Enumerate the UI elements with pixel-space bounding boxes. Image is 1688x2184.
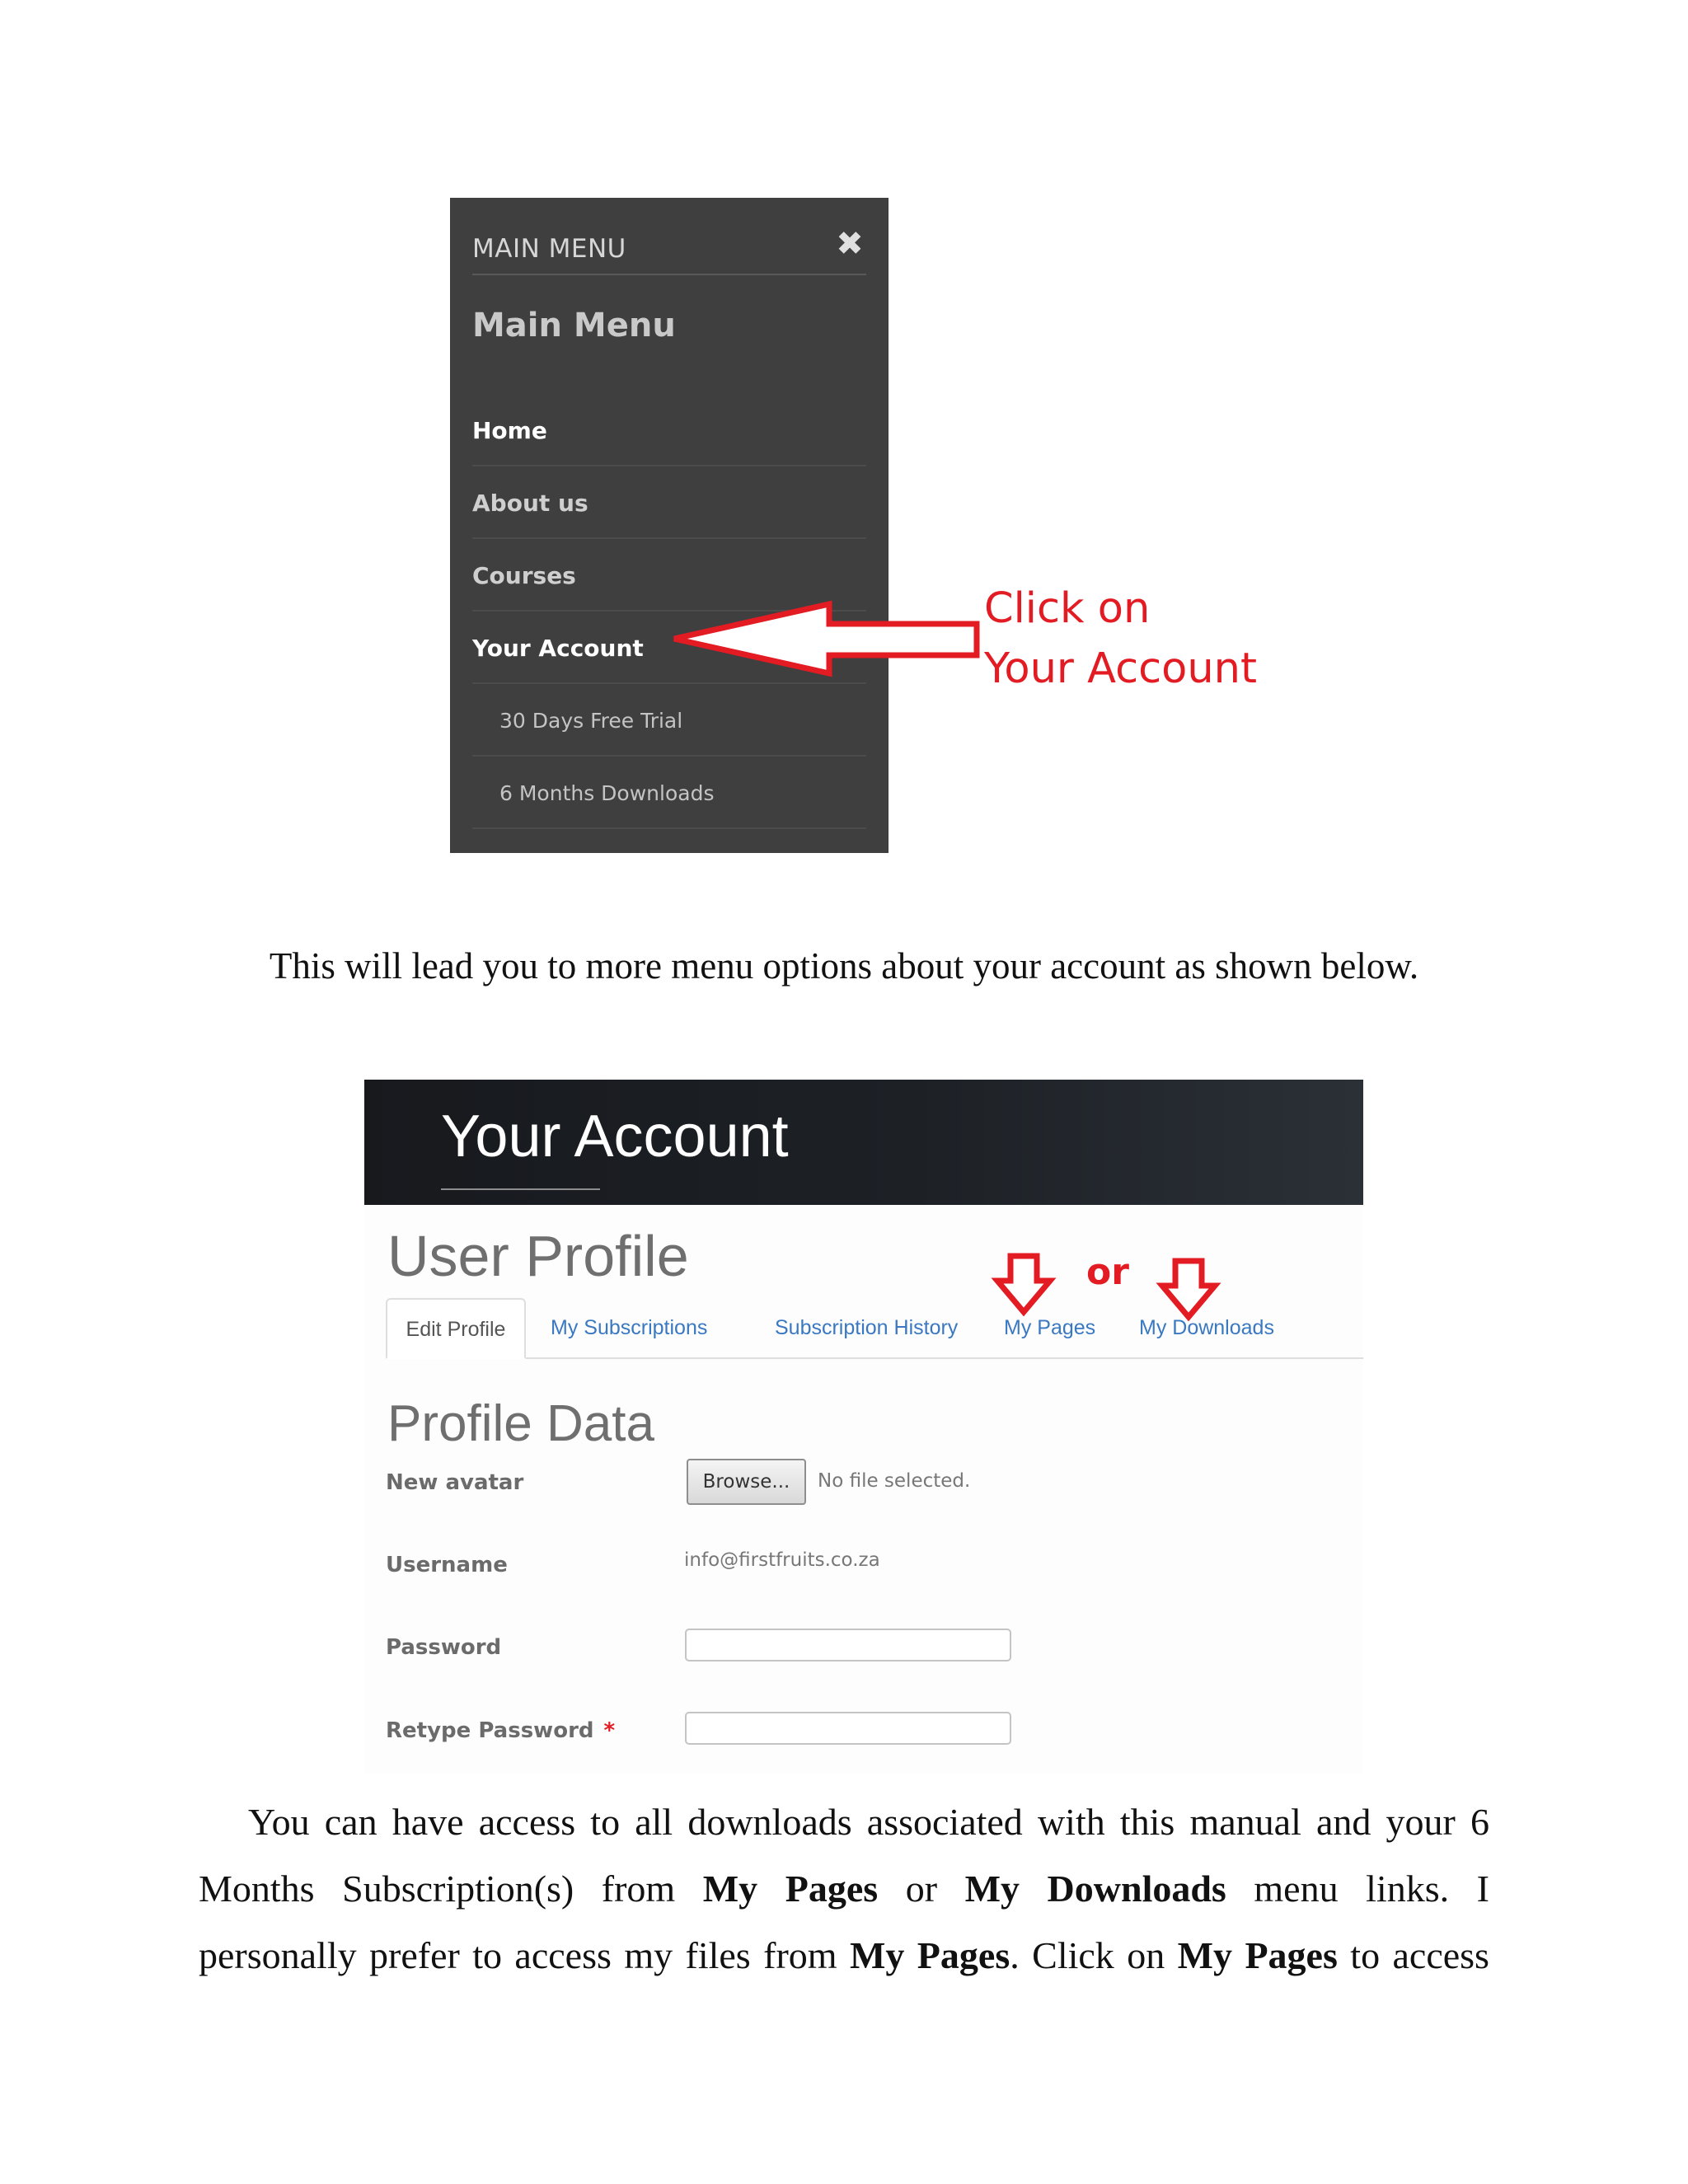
menu-item-six-months-downloads[interactable]: 6 Months Downloads: [472, 758, 866, 829]
text-run: menu links. I: [1226, 1868, 1489, 1910]
tab-my-downloads[interactable]: My Downloads: [1139, 1316, 1274, 1339]
text-run: to access: [1337, 1934, 1489, 1976]
password-label: Password: [386, 1635, 502, 1660]
annotation-line-1: Click on: [984, 584, 1151, 633]
menu-heading: Main Menu: [472, 307, 676, 344]
close-icon[interactable]: ✖: [836, 225, 864, 263]
main-menu-panel: [450, 198, 889, 853]
menu-item-about-us[interactable]: About us: [472, 468, 866, 539]
or-text: or: [1086, 1251, 1129, 1293]
banner-underline: [441, 1188, 600, 1190]
paragraph-downloads: [199, 1788, 1489, 1989]
username-value: info@firstfruits.co.za: [684, 1549, 880, 1571]
bold-my-pages: My Pages: [1177, 1934, 1338, 1976]
menu-item-free-trial[interactable]: 30 Days Free Trial: [472, 686, 866, 757]
bold-my-pages: My Pages: [702, 1868, 879, 1910]
tab-edit-profile[interactable]: Edit Profile: [386, 1298, 526, 1359]
menu-item-home[interactable]: Home: [472, 396, 866, 466]
text-run: . Click on: [1010, 1934, 1178, 1976]
tab-my-pages[interactable]: My Pages: [1004, 1316, 1096, 1339]
user-profile-area: [364, 1205, 1363, 1774]
paragraph-intro: This will lead you to more menu options about your account as shown below.: [269, 945, 1419, 987]
retype-password-text: Retype Password: [386, 1718, 594, 1743]
menu-header-title: MAIN MENU: [472, 234, 626, 264]
annotation-text: [984, 579, 1257, 699]
retype-password-field[interactable]: [685, 1712, 1011, 1745]
username-label: Username: [386, 1553, 508, 1577]
menu-item-courses[interactable]: Courses: [472, 541, 866, 612]
text-run: or: [878, 1868, 965, 1910]
paragraph-line-1: You can have access to all downloads associated with this manual and your 6: [248, 1801, 1489, 1843]
bold-my-downloads: My Downloads: [964, 1868, 1226, 1910]
profile-title: User Profile: [387, 1224, 689, 1288]
password-field[interactable]: [685, 1629, 1011, 1661]
profile-tabs: [386, 1298, 1363, 1359]
required-star: *: [603, 1718, 616, 1743]
retype-password-label: [386, 1718, 615, 1743]
file-status: No file selected.: [818, 1470, 971, 1492]
account-banner: [364, 1080, 1363, 1205]
menu-header: [472, 218, 866, 275]
new-avatar-label: New avatar: [386, 1470, 524, 1495]
tab-subscription-history[interactable]: Subscription History: [775, 1316, 959, 1339]
text-run: Months Subscription(s) from: [199, 1868, 703, 1910]
account-banner-title: Your Account: [441, 1104, 789, 1169]
profile-data-title: Profile Data: [387, 1395, 654, 1452]
left-arrow-icon: [659, 589, 989, 688]
text-run: personally prefer to access my files from: [199, 1934, 850, 1976]
annotation-line-2: Your Account: [984, 644, 1258, 693]
tab-my-subscriptions[interactable]: My Subscriptions: [551, 1316, 708, 1339]
bold-my-pages: My Pages: [849, 1934, 1010, 1976]
menu-item-your-account[interactable]: Your Account: [472, 613, 866, 684]
browse-button[interactable]: Browse...: [687, 1459, 806, 1505]
paragraph-line-3: [199, 1922, 1489, 1989]
paragraph-line-2: [199, 1855, 1489, 1922]
